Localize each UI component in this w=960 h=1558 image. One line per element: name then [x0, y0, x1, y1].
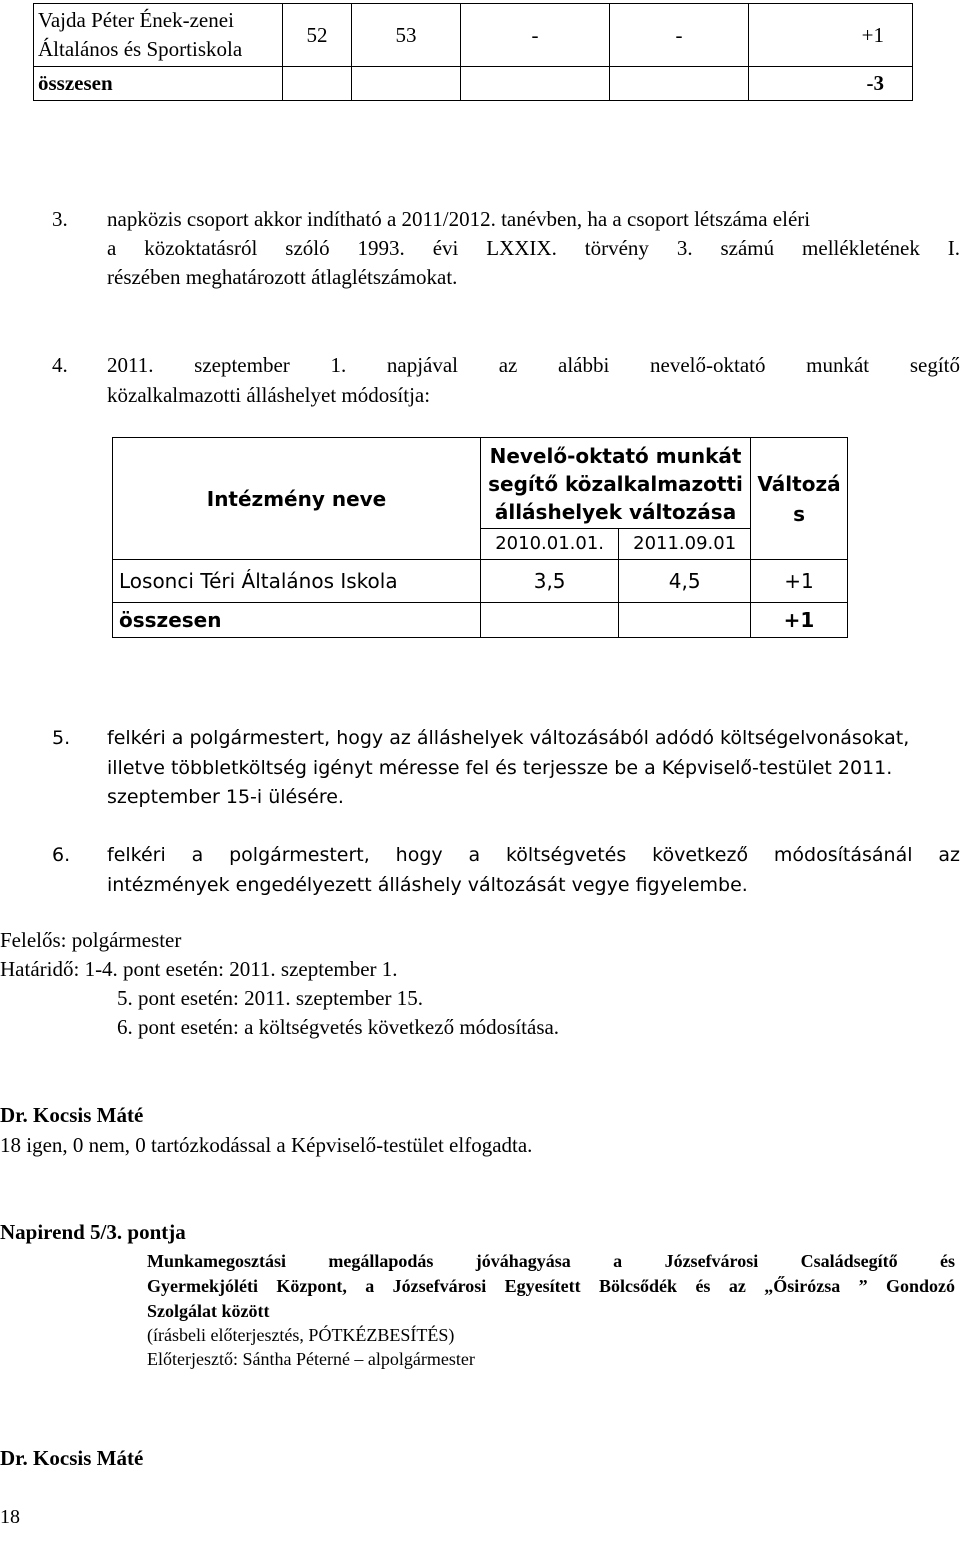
- value-cell: 52: [283, 4, 352, 67]
- header-change-line: s: [793, 501, 805, 526]
- item-text-line: 2011. szeptember 1. napjával az alábbi nevelő-oktató munkát segítő: [107, 353, 960, 377]
- staff-change-table: [112, 437, 848, 638]
- value-cell: -: [610, 4, 749, 67]
- deadline-label: Határidő:: [0, 957, 80, 981]
- item-text-line: intézmények engedélyezett álláshely változását vegye figyelembe.: [107, 874, 748, 896]
- top-table: [33, 3, 913, 101]
- speaker-name: Dr. Kocsis Máté: [0, 1103, 144, 1127]
- item-number: 3.: [52, 207, 68, 231]
- item-text-line: napközis csoport akkor indítható a 2011/2012. tanévben, ha a csoport létszáma eléri: [107, 207, 811, 231]
- institution-name: Losonci Téri Általános Iskola: [113, 560, 481, 603]
- list-item: [52, 351, 960, 411]
- item-text-line: a közoktatásról szóló 1993. évi LXXIX. törvény 3. számú mellékletének I.: [107, 236, 960, 260]
- deadline-text: 1-4. pont esetén: 2011. szeptember 1.: [84, 957, 398, 981]
- item-number: 5.: [52, 727, 71, 749]
- deadline-text: 6. pont esetén: a költségvetés következő módosítása.: [117, 1015, 560, 1039]
- speaker-name: Dr. Kocsis Máté: [0, 1446, 144, 1470]
- item-text-line: szeptember 15-i ülésére.: [107, 786, 344, 808]
- header-change: [751, 438, 848, 560]
- table-row: [113, 560, 848, 603]
- table-header-row: [113, 438, 848, 529]
- total-value-cell: -3: [749, 67, 913, 101]
- item-text-line: illetve többletköltség igényt méresse fel és terjessze be a Képviselő-testület 2011.: [107, 757, 893, 779]
- item-text-line: felkéri a polgármestert, hogy az álláshelyek változásából adódó költségelvonásokat,: [107, 727, 910, 749]
- value-cell: 4,5: [619, 560, 751, 603]
- page-number: 18: [0, 1506, 20, 1528]
- header-date: 2010.01.01.: [481, 529, 619, 560]
- list-item: [52, 841, 960, 901]
- value-cell: -: [461, 4, 610, 67]
- agenda-subject-line: Szolgálat között: [147, 1301, 270, 1321]
- responsible: Felelős: polgármester: [0, 928, 182, 952]
- item-text-line: közalkalmazotti álláshelyet módosítja:: [107, 383, 431, 407]
- total-change: +1: [751, 603, 848, 638]
- deadline-text: 5. pont esetén: 2011. szeptember 15.: [117, 986, 423, 1010]
- item-number: 4.: [52, 353, 68, 377]
- header-date: 2011.09.01: [619, 529, 751, 560]
- total-label-cell: összesen: [34, 67, 283, 101]
- table-row: [34, 4, 913, 67]
- vote-result: 18 igen, 0 nem, 0 tartózkodással a Képviselő-testület elfogadta.: [0, 1133, 533, 1157]
- agenda-subject-line: Munkamegosztási megállapodás jóváhagyása a Józsefvárosi Családsegítő és: [147, 1251, 955, 1271]
- value-cell: 3,5: [481, 560, 619, 603]
- agenda-subject-line: Gyermekjóléti Központ, a Józsefvárosi Egyesített Bölcsődék és az „Ősirózsa ” Gondozó: [147, 1276, 955, 1296]
- header-group: Nevelő-oktató munkát segítő közalkalmazotti álláshelyek változása: [481, 438, 751, 529]
- table-row: [113, 603, 848, 638]
- header-institution: Intézmény neve: [113, 438, 481, 560]
- agenda-title: Napirend 5/3. pontja: [0, 1220, 186, 1244]
- list-item: [52, 724, 960, 814]
- table-row: [34, 67, 913, 101]
- value-cell: 53: [352, 4, 461, 67]
- item-text-line: részében meghatározott átlaglétszámokat.: [107, 265, 458, 289]
- deadline-row: [0, 957, 398, 982]
- agenda-note: (írásbeli előterjesztés, PÓTKÉZBESÍTÉS): [147, 1325, 455, 1345]
- school-name-cell: Vajda Péter Ének-zenei Általános és Sportiskola: [34, 4, 283, 67]
- total-label: összesen: [113, 603, 481, 638]
- item-text-line: felkéri a polgármestert, hogy a költségvetés következő módosításánál az: [107, 844, 960, 866]
- list-item: [52, 205, 960, 295]
- header-change-line: Változá: [757, 471, 841, 496]
- change-cell: +1: [749, 4, 913, 67]
- item-number: 6.: [52, 844, 71, 866]
- agenda-presenter: Előterjesztő: Sántha Péterné – alpolgármester: [147, 1349, 475, 1369]
- change-cell: +1: [751, 560, 848, 603]
